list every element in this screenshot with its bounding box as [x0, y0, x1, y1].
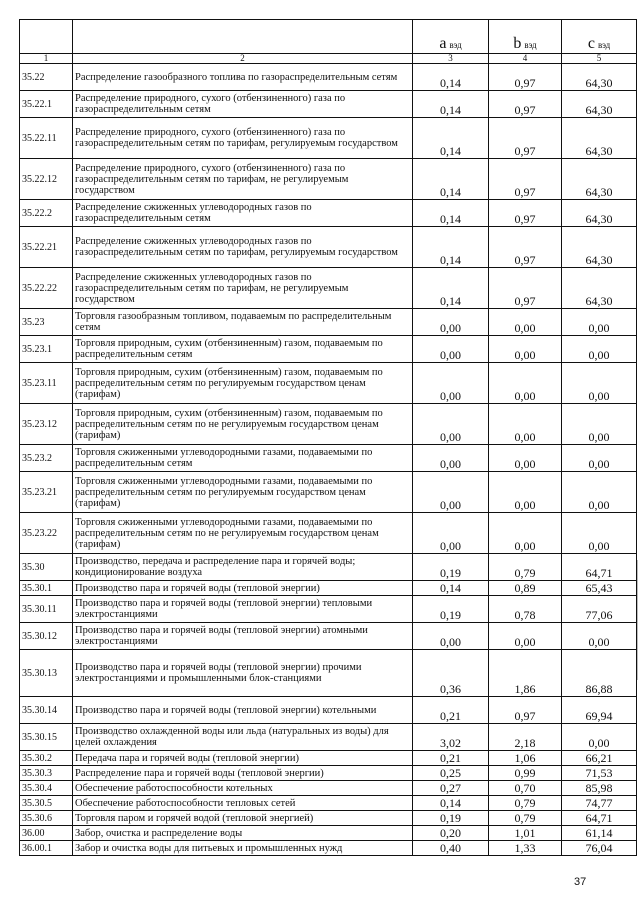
table-row	[20, 227, 637, 268]
table-row	[20, 64, 637, 91]
row-value-c: 64,30	[562, 227, 637, 268]
row-description: Распределение сжиженных углеводородных газов по газораспределительным сетям по тарифам, регулируемым государством	[73, 227, 413, 268]
row-value-a: 0,00	[413, 336, 489, 363]
column-number: 4	[489, 54, 562, 64]
row-value-c: 64,71	[562, 554, 637, 581]
row-value-b: 0,97	[489, 200, 562, 227]
row-value-b: 0,78	[489, 596, 562, 623]
row-code: 35.30.5	[20, 796, 73, 811]
table-row	[20, 796, 637, 811]
row-value-a: 3,02	[413, 724, 489, 751]
header-cell-c	[562, 20, 637, 54]
row-value-b: 0,00	[489, 445, 562, 472]
row-value-a: 0,36	[413, 650, 489, 697]
header-cell-desc	[73, 20, 413, 54]
row-description: Распределение природного, сухого (отбензиненного) газа по газораспределительным сетям по тарифам, не регулируемым государством	[73, 159, 413, 200]
header-c-letter: c	[587, 35, 595, 52]
row-value-b: 2,18	[489, 724, 562, 751]
row-code: 35.23.21	[20, 472, 73, 513]
header-row	[20, 20, 637, 54]
row-code: 35.23	[20, 309, 73, 336]
row-value-c: 0,00	[562, 724, 637, 751]
header-b-sub: вэд	[524, 40, 537, 50]
header-cell-code	[20, 20, 73, 54]
header-c-sub: вэд	[597, 40, 611, 50]
row-code: 35.23.1	[20, 336, 73, 363]
row-value-a: 0,21	[413, 751, 489, 766]
row-value-b: 0,97	[489, 118, 562, 159]
row-code: 35.23.2	[20, 445, 73, 472]
header-cell-b	[489, 20, 562, 54]
row-code: 35.22.1	[20, 91, 73, 118]
table-row	[20, 445, 637, 472]
table-row	[20, 268, 637, 309]
row-description: Торговля сжиженными углеводородными газами, подаваемыми по распределительным сетям	[73, 445, 413, 472]
row-value-c: 65,43	[562, 581, 637, 596]
row-code: 35.30	[20, 554, 73, 581]
row-value-c: 64,30	[562, 91, 637, 118]
table-row	[20, 159, 637, 200]
row-description: Забор, очистка и распределение воды	[73, 826, 413, 841]
row-code: 35.30.3	[20, 766, 73, 781]
row-value-b: 1,01	[489, 826, 562, 841]
row-value-c: 0,00	[562, 363, 637, 404]
row-value-c: 71,53	[562, 766, 637, 781]
table-row	[20, 200, 637, 227]
column-number: 3	[413, 54, 489, 64]
row-code: 35.22.21	[20, 227, 73, 268]
row-value-c: 64,71	[562, 811, 637, 826]
page-number: 37	[574, 876, 587, 888]
header-a-sub: вэд	[449, 40, 462, 50]
row-value-b: 0,79	[489, 554, 562, 581]
row-value-b: 0,97	[489, 268, 562, 309]
row-value-c: 0,00	[562, 309, 637, 336]
table-row	[20, 91, 637, 118]
row-value-a: 0,14	[413, 796, 489, 811]
row-code: 35.30.11	[20, 596, 73, 623]
row-description: Распределение сжиженных углеводородных газов по газораспределительным сетям	[73, 200, 413, 227]
column-number-row	[20, 54, 637, 64]
row-value-a: 0,19	[413, 554, 489, 581]
row-value-c: 77,06	[562, 596, 637, 623]
header-a-letter: a	[439, 35, 447, 52]
row-value-c: 0,00	[562, 623, 637, 650]
row-value-c: 61,14	[562, 826, 637, 841]
row-value-a: 0,20	[413, 826, 489, 841]
column-number: 1	[20, 54, 73, 64]
row-value-b: 0,00	[489, 404, 562, 445]
row-code: 35.30.1	[20, 581, 73, 596]
row-value-a: 0,40	[413, 841, 489, 856]
row-code: 36.00	[20, 826, 73, 841]
row-description: Обеспечение работоспособности котельных	[73, 781, 413, 796]
row-description: Торговля природным, сухим (отбензиненным) газом, подаваемым по распределительным сетям по не регулируемым государством ценам (тарифам)	[73, 404, 413, 445]
row-code: 35.23.12	[20, 404, 73, 445]
row-value-c: 0,00	[562, 445, 637, 472]
scan-edge-line	[637, 560, 638, 680]
row-description: Обеспечение работоспособности тепловых сетей	[73, 796, 413, 811]
row-value-a: 0,25	[413, 766, 489, 781]
row-description: Распределение природного, сухого (отбензиненного) газа по газораспределительным сетям по тарифам, регулируемым государством	[73, 118, 413, 159]
row-value-a: 0,00	[413, 445, 489, 472]
row-value-c: 74,77	[562, 796, 637, 811]
header-b-letter: b	[513, 35, 522, 52]
table-row	[20, 623, 637, 650]
row-value-b: 0,97	[489, 227, 562, 268]
row-value-b: 0,99	[489, 766, 562, 781]
row-value-b: 0,97	[489, 697, 562, 724]
table-row	[20, 697, 637, 724]
table-row	[20, 751, 637, 766]
row-description: Торговля сжиженными углеводородными газами, подаваемыми по распределительным сетям по не регулируемым государством ценам (тарифам)	[73, 513, 413, 554]
table-row	[20, 472, 637, 513]
row-code: 35.23.22	[20, 513, 73, 554]
row-value-a: 0,00	[413, 309, 489, 336]
row-value-b: 0,97	[489, 91, 562, 118]
coefficients-table	[19, 19, 637, 856]
row-description: Производство, передача и распределение пара и горячей воды; кондиционирование воздуха	[73, 554, 413, 581]
row-value-c: 0,00	[562, 513, 637, 554]
row-value-b: 1,06	[489, 751, 562, 766]
row-code: 35.22	[20, 64, 73, 91]
column-number: 5	[562, 54, 637, 64]
table-row	[20, 766, 637, 781]
row-code: 36.00.1	[20, 841, 73, 856]
table-row	[20, 554, 637, 581]
column-number: 2	[73, 54, 413, 64]
row-description: Производство пара и горячей воды (тепловой энергии) атомными электростанциями	[73, 623, 413, 650]
row-value-b: 1,33	[489, 841, 562, 856]
row-value-b: 0,00	[489, 336, 562, 363]
row-description: Распределение природного, сухого (отбензиненного) газа по газораспределительным сетям	[73, 91, 413, 118]
row-description: Торговля газообразным топливом, подаваемым по распределительным сетям	[73, 309, 413, 336]
row-value-a: 0,14	[413, 91, 489, 118]
row-value-a: 0,00	[413, 472, 489, 513]
row-code: 35.30.2	[20, 751, 73, 766]
table-row	[20, 811, 637, 826]
row-value-b: 0,79	[489, 811, 562, 826]
row-value-c: 0,00	[562, 472, 637, 513]
row-value-c: 0,00	[562, 404, 637, 445]
row-value-a: 0,00	[413, 363, 489, 404]
row-value-b: 0,89	[489, 581, 562, 596]
row-code: 35.30.15	[20, 724, 73, 751]
row-value-b: 0,00	[489, 363, 562, 404]
row-description: Распределение пара и горячей воды (тепловой энергии)	[73, 766, 413, 781]
row-description: Торговля природным, сухим (отбензиненным) газом, подаваемым по распределительным сетям	[73, 336, 413, 363]
table-row	[20, 513, 637, 554]
row-value-a: 0,27	[413, 781, 489, 796]
table-row	[20, 581, 637, 596]
row-value-a: 0,19	[413, 811, 489, 826]
row-value-a: 0,21	[413, 697, 489, 724]
row-value-a: 0,14	[413, 159, 489, 200]
table-row	[20, 841, 637, 856]
row-description: Передача пара и горячей воды (тепловой энергии)	[73, 751, 413, 766]
table-row	[20, 118, 637, 159]
row-value-c: 85,98	[562, 781, 637, 796]
row-value-a: 0,19	[413, 596, 489, 623]
row-value-a: 0,00	[413, 623, 489, 650]
row-description: Производство пара и горячей воды (тепловой энергии) тепловыми электростанциями	[73, 596, 413, 623]
table-row	[20, 309, 637, 336]
row-description: Торговля природным, сухим (отбензиненным) газом, подаваемым по распределительным сетям по регулируемым государством ценам (тарифам)	[73, 363, 413, 404]
row-value-c: 76,04	[562, 841, 637, 856]
table-row	[20, 650, 637, 697]
row-description: Производство охлажденной воды или льда (натуральных из воды) для целей охлаждения	[73, 724, 413, 751]
row-value-c: 64,30	[562, 64, 637, 91]
row-value-b: 0,00	[489, 513, 562, 554]
row-value-b: 0,97	[489, 64, 562, 91]
row-value-a: 0,14	[413, 118, 489, 159]
row-description: Производство пара и горячей воды (тепловой энергии)	[73, 581, 413, 596]
row-code: 35.30.14	[20, 697, 73, 724]
row-code: 35.22.11	[20, 118, 73, 159]
row-code: 35.22.12	[20, 159, 73, 200]
row-code: 35.30.13	[20, 650, 73, 697]
row-value-c: 64,30	[562, 200, 637, 227]
row-value-a: 0,14	[413, 200, 489, 227]
row-value-b: 0,70	[489, 781, 562, 796]
row-value-b: 0,97	[489, 159, 562, 200]
row-code: 35.22.22	[20, 268, 73, 309]
row-value-a: 0,14	[413, 581, 489, 596]
table-row	[20, 781, 637, 796]
row-code: 35.30.4	[20, 781, 73, 796]
row-description: Производство пара и горячей воды (тепловой энергии) котельными	[73, 697, 413, 724]
row-value-c: 86,88	[562, 650, 637, 697]
row-code: 35.30.12	[20, 623, 73, 650]
table-row	[20, 363, 637, 404]
document-sheet	[19, 19, 636, 856]
row-description: Распределение газообразного топлива по газораспределительным сетям	[73, 64, 413, 91]
row-value-b: 0,00	[489, 623, 562, 650]
row-description: Распределение сжиженных углеводородных газов по газораспределительным сетям по тарифам, не регулируемым государством	[73, 268, 413, 309]
row-value-a: 0,00	[413, 513, 489, 554]
table-row	[20, 336, 637, 363]
row-description: Торговля сжиженными углеводородными газами, подаваемыми по распределительным сетям по регулируемым государством ценам (тарифам)	[73, 472, 413, 513]
row-description: Забор и очистка воды для питьевых и промышленных нужд	[73, 841, 413, 856]
row-value-c: 64,30	[562, 268, 637, 309]
row-value-a: 0,14	[413, 64, 489, 91]
row-code: 35.23.11	[20, 363, 73, 404]
row-value-c: 0,00	[562, 336, 637, 363]
table-row	[20, 826, 637, 841]
row-description: Производство пара и горячей воды (тепловой энергии) прочими электростанциями и промышленными блок-станциями	[73, 650, 413, 697]
table-row	[20, 596, 637, 623]
row-value-a: 0,00	[413, 404, 489, 445]
row-description: Торговля паром и горячей водой (тепловой энергией)	[73, 811, 413, 826]
row-value-c: 64,30	[562, 159, 637, 200]
header-cell-a	[413, 20, 489, 54]
row-value-b: 1,86	[489, 650, 562, 697]
row-value-a: 0,14	[413, 227, 489, 268]
row-code: 35.30.6	[20, 811, 73, 826]
table-row	[20, 724, 637, 751]
row-value-c: 64,30	[562, 118, 637, 159]
table-row	[20, 404, 637, 445]
row-value-a: 0,14	[413, 268, 489, 309]
row-value-b: 0,00	[489, 472, 562, 513]
row-value-b: 0,79	[489, 796, 562, 811]
row-value-c: 69,94	[562, 697, 637, 724]
row-value-c: 66,21	[562, 751, 637, 766]
row-value-b: 0,00	[489, 309, 562, 336]
row-code: 35.22.2	[20, 200, 73, 227]
